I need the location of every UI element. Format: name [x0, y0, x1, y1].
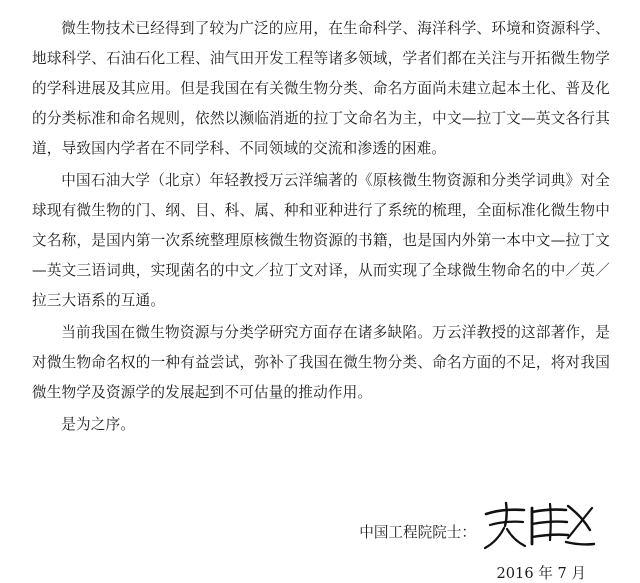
paragraph-4: 是为之序。: [61, 416, 136, 433]
signature-label: 中国工程院院士：: [359, 524, 476, 541]
signature-date: 2016 年 7 月: [496, 565, 586, 582]
signature-line: [359, 498, 598, 546]
handwritten-signature-icon: [480, 498, 598, 552]
signature-block: [32, 480, 610, 580]
paragraph-2: 中国石油大学（北京）年轻教授万云洋编著的《原核微生物资源和分类学词典》对全球现有微生物的门、纲、目、科、属、种和亚种进行了系统的梳理，全面标准化微生物中文名称，是国内第一次系统整理原核微生物资源的书籍，也是国内外第一本中文—拉丁文—英文三语词典，实现菌名的中文／拉丁文对译，从而实现了全球微生物命名的中／英／拉三大语系的互通。: [32, 172, 610, 309]
paragraph-1: 微生物技术已经得到了较为广泛的应用，在生命科学、海洋科学、环境和资源科学、地球科学、石油石化工程、油气田开发工程等诸多领域，学者们都在关注与开拓微生物学的学科进展及其应用。但是我国在有关微生物分类、命名方面尚未建立起本土化、普及化的分类标准和命名规则，依然以濒临消逝的拉丁文命名为主，中文—拉丁文—英文各行其道，导致国内学者在不同学科、不同领域的交流和渗透的困难。: [32, 20, 610, 157]
paragraph-3: 当前我国在微生物资源与分类学研究方面存在诸多缺陷。万云洋教授的这部著作，是对微生物命名权的一种有益尝试，弥补了我国在微生物分类、命名方面的不足，将对我国微生物学及资源学的发展起到不可估量的推动作用。: [32, 324, 610, 401]
